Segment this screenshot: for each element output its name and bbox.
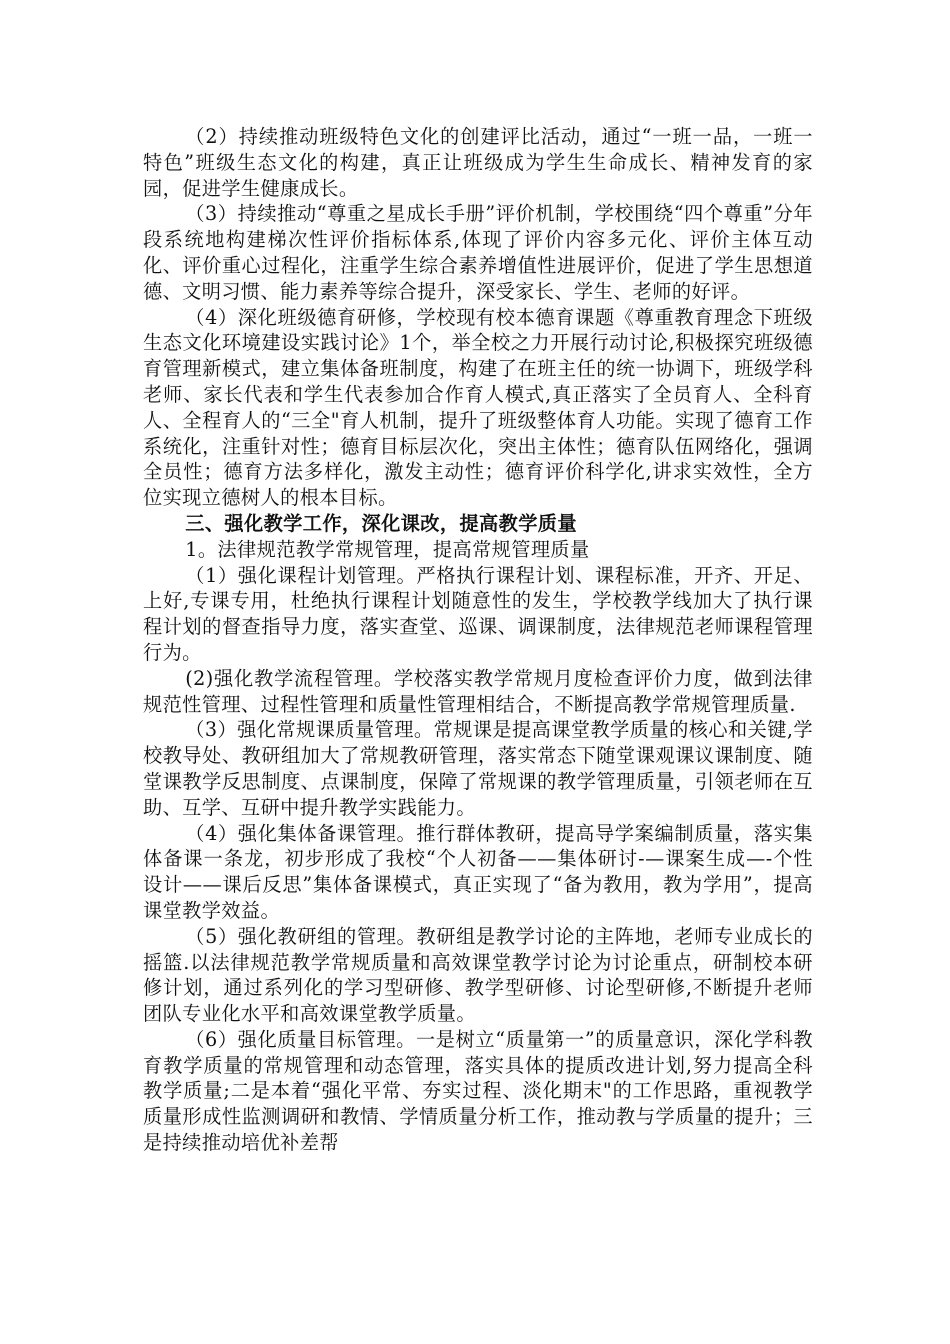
section-heading-teaching: 三、强化教学工作，深化课改，提高教学质量 (185, 511, 577, 535)
paragraph-class-culture: （2）持续推动班级特色文化的创建评比活动，通过“一班一品，一班一特色”班级生态文化的构建，真正让班级成为学生生命成长、精神发育的家园，促进学生健康成长。 (143, 125, 813, 200)
subheading-routine-management: 1。法律规范教学常规管理，提高常规管理质量 (185, 537, 590, 561)
paragraph-respect-star: （3）持续推动“尊重之星成长手册”评价机制，学校围绕“四个尊重”分年段系统地构建梯次性评价指标体系,体现了评价内容多元化、评价主体互动化、评价重心过程化，注重学生综合素养增值性进展评价，促进了学生思想道德、文明习惯、能力素养等综合提升，深受家长、学生、老师的好评。 (143, 202, 813, 303)
paragraph-teaching-process: (2)强化教学流程管理。学校落实教学常规月度检查评价力度，做到法律规范性管理、过程性管理和质量性管理相结合，不断提高教学常规管理质量. (143, 666, 813, 716)
paragraph-teaching-group: （5）强化教研组的管理。教研组是教学讨论的主阵地，老师专业成长的摇篮.以法律规范教学常规质量和高效课堂教学讨论为讨论重点，研制校本研修计划，通过系列化的学习型研修、教学型研修、讨论型研修,不断提升老师团队专业化水平和高效课堂教学质量。 (143, 924, 813, 1026)
document-body (143, 124, 813, 1156)
paragraph-quality-target: （6）强化质量目标管理。一是树立“质量第一”的质量意识，深化学科教育教学质量的常规管理和动态管理，落实具体的提质改进计划,努力提高全科教学质量;二是本着“强化平常、夯实过程、淡化期末"的工作思路，重视教学质量形成性监测调研和教情、学情质量分析工作，推动教与学质量的提升；三是持续推动培优补差帮 (143, 1027, 813, 1155)
paragraph-routine-class: （3）强化常规课质量管理。常规课是提高课堂教学质量的核心和关键,学校教导处、教研组加大了常规教研管理，落实常态下随堂课观课议课制度、随堂课教学反思制度、点课制度，保障了常规课的教学管理质量，引领老师在互助、互学、互研中提升教学实践能力。 (143, 718, 813, 819)
paragraph-collective-prep: （4）强化集体备课管理。推行群体教研，提高导学案编制质量，落实集体备课一条龙，初步形成了我校“个人初备——集体研讨-—课案生成—-个性设计——课后反思”集体备课模式，真正实现了“备为教用，教为学用”，提高课堂教学效益。 (143, 821, 813, 922)
paragraph-moral-research: （4）深化班级德育研修，学校现有校本德育课题《尊重教育理念下班级生态文化环境建设实践讨论》1个，举全校之力开展行动讨论,积极探究班级德育管理新模式，建立集体备班制度，构建了在班主任的统一协调下，班级学科老师、家长代表和学生代表参加合作育人模式,真正落实了全员育人、全科育人、全程育人的“三全"育人机制，提升了班级整体育人功能。实现了德育工作系统化，注重针对性；德育目标层次化，突出主体性；德育队伍网络化，强调全员性；德育方法多样化，激发主动性；德育评价科学化,讲求实效性，全方位实现立德树人的根本目标。 (143, 305, 813, 510)
paragraph-curriculum-plan: （1）强化课程计划管理。严格执行课程计划、课程标准，开齐、开足、上好,专课专用，杜绝执行课程计划随意性的发生，学校教学线加大了执行课程计划的督查指导力度，落实查堂、巡课、调课制度，法律规范老师课程管理行为。 (143, 563, 813, 664)
